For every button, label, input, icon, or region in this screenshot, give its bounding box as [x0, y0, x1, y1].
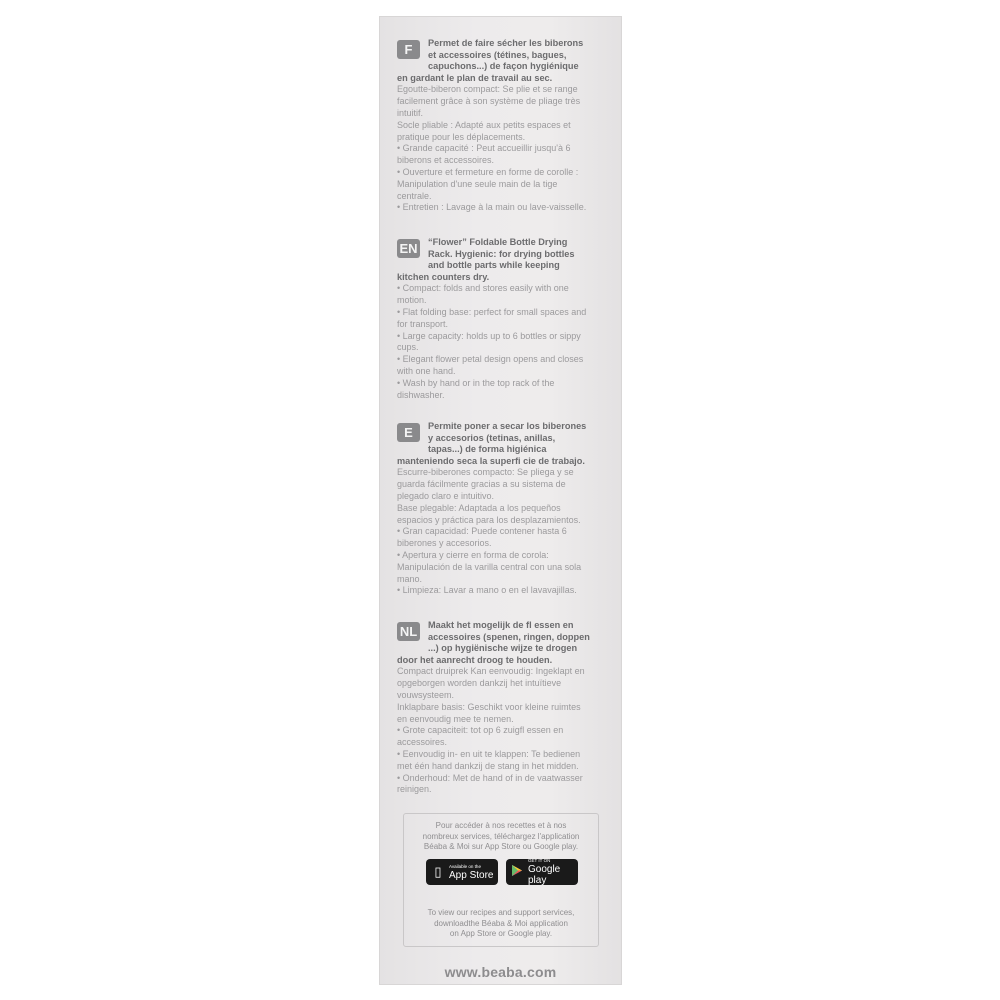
phone-icon: ▯ [434, 864, 442, 879]
website-url: www.beaba.com [444, 964, 557, 980]
packaging-side-panel [379, 16, 622, 985]
section-english [397, 237, 609, 401]
feature-list: Escurre-biberones compacto: Se pliega y se guarda fácilmente gracias a su sistema de plegado claro e intuitivo. Base plegable: Adaptada a los pequeños espacios y práctica para los desplazamientos. • Gran capacidad: Puede contener hasta 6 biberones y accesorios. • Apertura y cierre en forma de corola: Manipulación de la varilla central con una sola mano. • Limpieza: Lavar a mano o en el lavavajillas. [397, 467, 582, 596]
section-dutch [397, 620, 609, 796]
language-badge-f: F [397, 40, 420, 59]
section-french [397, 38, 609, 214]
feature-list: • Compact: folds and stores easily with one motion. • Flat folding base: perfect for small spaces and for transport. • Large capacity: holds up to 6 bottles or sippy cups. • Elegant flower petal design opens and closes with one hand. • Wash by hand or in the top rack of the dishwasher. [397, 283, 587, 400]
section-spanish [397, 421, 609, 597]
intro-text: Permet de faire sécher les biberons et accessoires (tétines, bagues, capuchons...) de façon hygiénique en gardant le plan de travail au sec. [397, 38, 584, 83]
language-badge-en: EN [397, 239, 420, 258]
intro-text: “Flower” Foldable Bottle Drying Rack. Hygienic: for drying bottles and bottle parts while keeping kitchen counters dry. [397, 237, 575, 282]
store-badges [426, 859, 582, 885]
language-badge-e: E [397, 423, 420, 442]
intro-text: Maakt het mogelijk de fl essen en accessoires (spenen, ringen, doppen ...) op hygiënische wijze te drogen door het aanrecht droog te houden. [397, 620, 590, 665]
app-store-badge[interactable]: ▯ Available on the App Store [426, 859, 498, 885]
feature-list: Egoutte-biberon compact: Se plie et se range facilement grâce à son système de pliage très intuitif. Socle pliable : Adapté aux petits espaces et pratique pour les déplacements. • Grande capacité : Peut accueillir jusqu'à 6 biberons et accessoires. • Ouverture et fermeture en forme de corolle : Manipulation d'une seule main de la tige centrale. • Entretien : Lavage à la main ou lave-vaisselle. [397, 84, 587, 213]
google-play-badge[interactable]: GET IT ON Google play [506, 859, 578, 885]
intro-text: Permite poner a secar los biberones y accesorios (tetinas, anillas, tapas...) de forma higiénica manteniendo seca la superfi cie de trabajo. [397, 421, 587, 466]
app-download-box: Pour accéder à nos recettes et à nos nombreux services, téléchargez l'application Béaba & Moi sur App Store ou Google play. ▯ Available on the App Store GET IT ON Google play To view our recipes and support services, downloadthe Béaba & Moi application on App Store or Google play. [403, 813, 599, 947]
play-icon [510, 864, 525, 880]
language-badge-nl: NL [397, 622, 420, 641]
feature-list: Compact druiprek Kan eenvoudig: Ingeklapt en opgeborgen worden dankzij het intuïtieve vouwsysteem. Inklapbare basis: Geschikt voor kleine ruimtes en eenvoudig mee te nemen. • Grote capaciteit: tot op 6 zuigfl essen en accessoires. • Eenvoudig in- en uit te klappen: Te bedienen met één hand dankzij de stang in het midden. • Onderhoud: Met de hand of in de vaatwasser reinigen. [397, 666, 585, 795]
